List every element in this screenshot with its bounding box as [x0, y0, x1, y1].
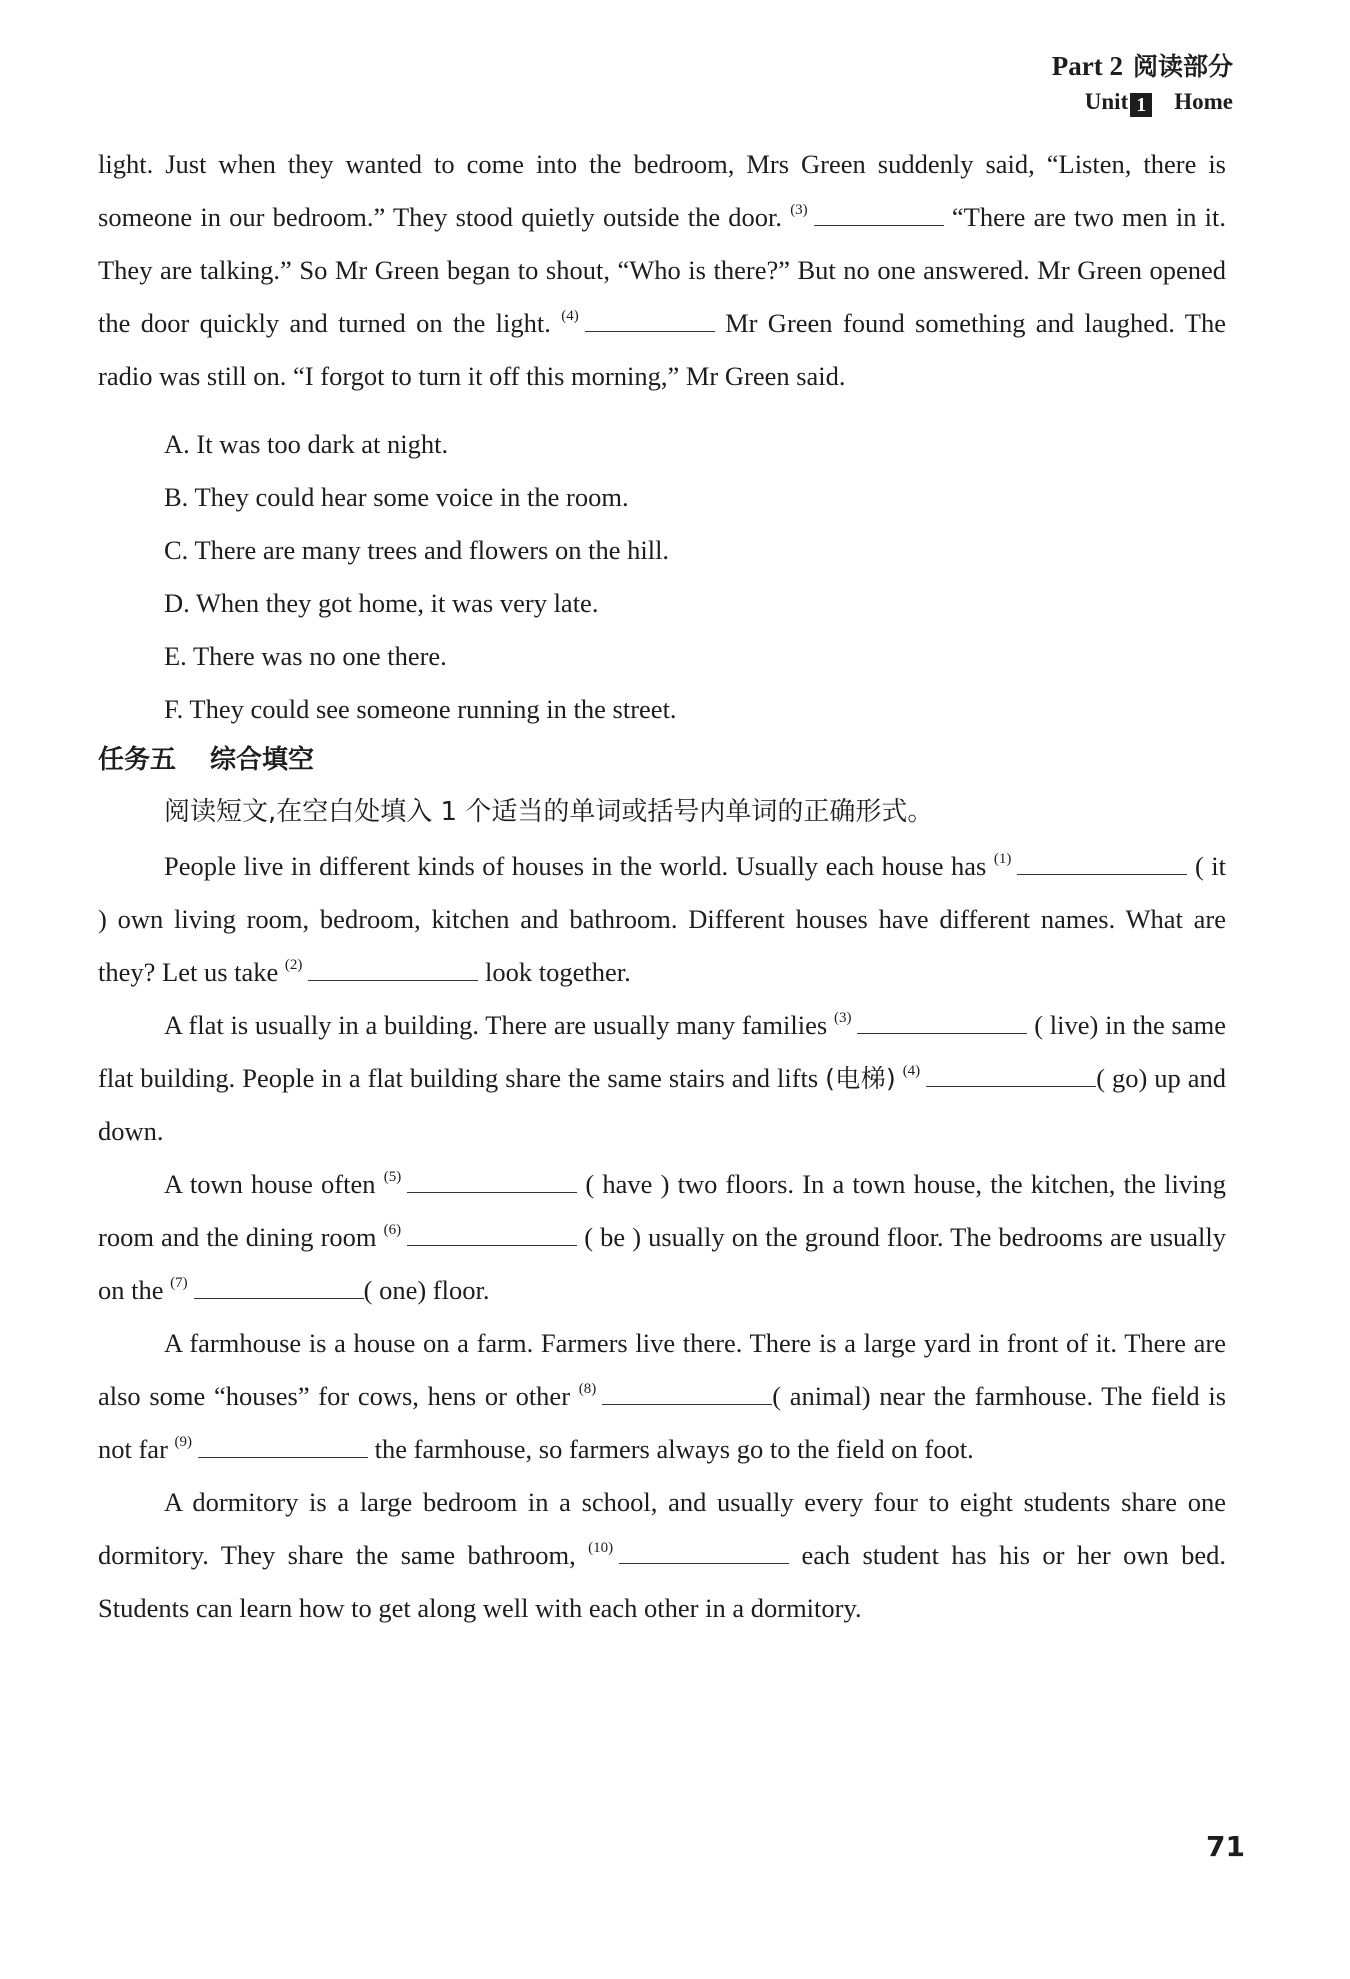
option-a: A. It was too dark at night.: [164, 429, 449, 459]
blank-number: (9): [174, 1434, 193, 1450]
blank-number: (7): [170, 1275, 188, 1291]
text-span: A flat is usually in a building. There are usually many families: [164, 1010, 828, 1040]
passage2-paragraph-5: [98, 1476, 1226, 1635]
page-number: 71: [1206, 1830, 1245, 1863]
blank-number: (3): [833, 1010, 852, 1026]
options-list: [164, 418, 1226, 736]
passage2-paragraph-3: [98, 1158, 1226, 1317]
text-span: ( one) floor.: [363, 1275, 490, 1305]
text-span: look together.: [485, 957, 631, 987]
passage1-sentence: Mr Green found something and laughed. The radio was still on. “I forgot to turn it off this morning,” Mr Green said.: [98, 308, 1226, 391]
blank-4[interactable]: [585, 309, 715, 332]
blank-number: (4): [561, 308, 579, 324]
text-span: A dormitory is a large bedroom in a school, and usually every four to eight students share one dormitory. They share the same bathroom,: [98, 1487, 1226, 1570]
text-span: ( have ) two floors. In a town house, the kitchen, the living room and the dining room: [98, 1169, 1226, 1252]
blank-number: (5): [383, 1169, 402, 1185]
chinese-gloss: (电梯): [825, 1064, 896, 1093]
blank-number: (6): [383, 1222, 402, 1238]
blank-number: (3): [790, 202, 808, 218]
blank-number: (10): [588, 1540, 614, 1556]
passage2-paragraph-2: [98, 999, 1226, 1158]
passage1-sentence: light. Just when they wanted to come into the bedroom, Mrs Green suddenly said, “Listen, there is someone in our bedroom.” They stood quietly outside the door.: [98, 149, 1226, 232]
text-span: A farmhouse is a house on a farm. Farmers live there. There is a large yard in front of it. There are also some “houses” for cows, hens or other: [98, 1328, 1226, 1411]
text-span: ( be ) usually on the ground floor. The bedrooms are usually on the: [98, 1222, 1226, 1305]
option-b: B. They could hear some voice in the room.: [164, 482, 629, 512]
blank-4-fill[interactable]: [926, 1064, 1096, 1087]
passage1-paragraph: [98, 138, 1226, 403]
blank-6[interactable]: [407, 1223, 577, 1246]
passage2-paragraph-1: [98, 840, 1226, 999]
blank-3[interactable]: [814, 203, 944, 226]
option-e: E. There was no one there.: [164, 641, 447, 671]
blank-1[interactable]: [1017, 852, 1187, 875]
passage1-sentence: “There are two men in it. They are talking.” So Mr Green began to shout, “Who is there?” But no one answered. Mr Green opened the door quickly and turned on the light.: [98, 202, 1227, 338]
task5-title: 任务五: [98, 745, 177, 775]
blank-number: (2): [284, 957, 303, 973]
part-heading: [1052, 48, 1233, 85]
unit-word: Unit: [1084, 89, 1129, 114]
blank-10[interactable]: [619, 1541, 789, 1564]
task5-subtitle: 综合填空: [210, 745, 315, 775]
unit-number-badge: 1: [1130, 93, 1152, 117]
page-header: [1052, 48, 1233, 119]
blank-7[interactable]: [194, 1276, 364, 1299]
option-d: D. When they got home, it was very late.: [164, 588, 599, 618]
option-c: C. There are many trees and flowers on the hill.: [164, 535, 670, 565]
passage2-paragraph-4: [98, 1317, 1226, 1476]
blank-3-fill[interactable]: [857, 1011, 1027, 1034]
text-span: ( go) up and down.: [98, 1063, 1227, 1146]
text-span: the farmhouse, so farmers always go to the field on foot.: [374, 1434, 974, 1464]
text-span: ( live) in the same flat building. People in a flat building share the same stairs and lifts: [98, 1010, 1227, 1093]
blank-number: (4): [902, 1063, 921, 1079]
task5-heading: [98, 736, 1226, 784]
text-span: ( it ) own living room, bedroom, kitchen and bathroom. Different houses have different names. What are they? Let us take: [98, 851, 1227, 987]
option-f: F. They could see someone running in the street.: [164, 694, 677, 724]
part-cn-label: 阅读部分: [1132, 52, 1233, 81]
blank-5[interactable]: [407, 1170, 577, 1193]
text-span: ( animal) near the farmhouse. The field is not far: [98, 1381, 1227, 1464]
blank-number: (8): [578, 1381, 597, 1397]
text-span: each student has his or her own bed. Students can learn how to get along well with each other in a dormitory.: [98, 1540, 1226, 1623]
part-label: Part 2: [1051, 51, 1123, 81]
blank-9[interactable]: [198, 1435, 368, 1458]
unit-title: Home: [1174, 89, 1233, 114]
blank-2[interactable]: [308, 958, 478, 981]
text-span: People live in different kinds of houses in the world. Usually each house has: [164, 851, 987, 881]
task5-instruction: 阅读短文,在空白处填入 1 个适当的单词或括号内单词的正确形式。: [164, 797, 934, 827]
unit-heading: [1052, 85, 1233, 119]
blank-number: (1): [993, 851, 1012, 867]
blank-8[interactable]: [602, 1382, 772, 1405]
text-span: A town house often: [164, 1169, 376, 1199]
page-content: [98, 138, 1226, 1635]
